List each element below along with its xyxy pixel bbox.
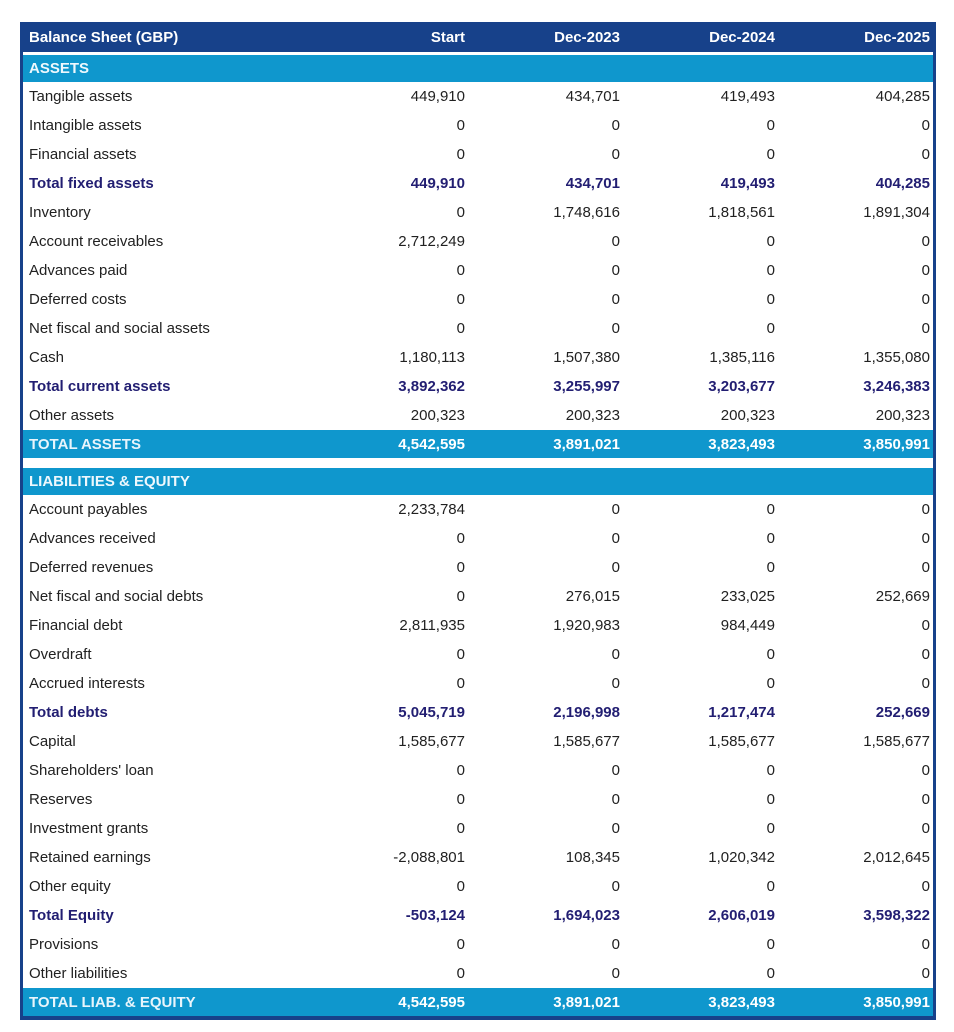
cell-dec-2023: 1,585,677 <box>553 733 620 750</box>
cell-dec-2023: 0 <box>611 675 620 692</box>
cell-dec-2025: 0 <box>921 233 930 250</box>
row-label: Reserves <box>29 791 93 808</box>
cell-dec-2024: 233,025 <box>720 588 775 605</box>
cell-dec-2024: 0 <box>766 501 775 518</box>
cell-dec-2025: 0 <box>921 965 930 982</box>
row-label: Advances paid <box>29 262 128 279</box>
cell-start: 0 <box>456 530 465 547</box>
cell-dec-2023: 0 <box>611 530 620 547</box>
table-row <box>23 640 933 669</box>
table-row <box>23 343 933 372</box>
table-row <box>23 524 933 553</box>
cell-dec-2024: 1,385,116 <box>709 349 775 366</box>
table-section <box>23 55 933 458</box>
table-row <box>23 611 933 640</box>
cell-start: -503,124 <box>405 907 465 924</box>
cell-dec-2023: 1,694,023 <box>553 907 620 924</box>
cell-dec-2023: 0 <box>611 820 620 837</box>
total-cell-dec-2024: 3,823,493 <box>708 993 775 1011</box>
balance-sheet-table <box>20 22 936 1020</box>
row-label: Net fiscal and social assets <box>29 320 210 337</box>
cell-dec-2023: 434,701 <box>565 88 620 105</box>
row-label: Other assets <box>29 407 115 424</box>
cell-dec-2024: 419,493 <box>720 88 775 105</box>
cell-dec-2023: 276,015 <box>565 588 620 605</box>
cell-dec-2024: 2,606,019 <box>708 907 775 924</box>
row-label: Cash <box>29 349 65 366</box>
row-label: Retained earnings <box>29 849 151 866</box>
table-row <box>23 872 933 901</box>
cell-dec-2024: 0 <box>766 791 775 808</box>
table-row <box>23 582 933 611</box>
row-label: Net fiscal and social debts <box>29 588 204 605</box>
cell-dec-2023: 0 <box>611 320 620 337</box>
cell-dec-2023: 108,345 <box>565 849 620 866</box>
cell-dec-2025: 0 <box>921 878 930 895</box>
cell-dec-2025: 0 <box>921 675 930 692</box>
cell-dec-2025: 2,012,645 <box>863 849 930 866</box>
section-header-bar <box>23 468 933 495</box>
cell-dec-2024: 419,493 <box>720 175 775 192</box>
cell-dec-2024: 1,020,342 <box>708 849 775 866</box>
cell-dec-2024: 1,217,474 <box>708 704 775 721</box>
cell-dec-2023: 0 <box>611 878 620 895</box>
row-label: Total current assets <box>29 378 171 395</box>
cell-start: -2,088,801 <box>393 849 465 866</box>
cell-start: 449,910 <box>410 88 465 105</box>
table-row <box>23 843 933 872</box>
cell-dec-2023: 0 <box>611 501 620 518</box>
cell-dec-2024: 0 <box>766 878 775 895</box>
table-row <box>23 372 933 401</box>
total-row-label: TOTAL LIAB. & EQUITY <box>29 993 196 1011</box>
cell-start: 0 <box>456 762 465 779</box>
section-total-row <box>23 430 933 458</box>
cell-dec-2025: 0 <box>921 559 930 576</box>
cell-start: 0 <box>456 559 465 576</box>
cell-dec-2025: 404,285 <box>875 88 930 105</box>
row-label: Total Equity <box>29 907 114 924</box>
cell-start: 449,910 <box>410 175 465 192</box>
cell-start: 2,712,249 <box>398 233 465 250</box>
section-header-label: ASSETS <box>29 60 90 77</box>
cell-dec-2025: 0 <box>921 791 930 808</box>
cell-dec-2025: 0 <box>921 936 930 953</box>
cell-dec-2023: 0 <box>611 762 620 779</box>
row-label: Account receivables <box>29 233 164 250</box>
cell-dec-2023: 0 <box>611 146 620 163</box>
table-row <box>23 401 933 430</box>
section-rows <box>23 82 933 430</box>
cell-dec-2024: 984,449 <box>720 617 775 634</box>
cell-dec-2025: 3,246,383 <box>863 378 930 395</box>
row-label: Advances received <box>29 530 156 547</box>
row-label: Account payables <box>29 501 148 518</box>
cell-dec-2025: 0 <box>921 501 930 518</box>
row-label: Accrued interests <box>29 675 145 692</box>
row-label: Total fixed assets <box>29 175 154 192</box>
cell-start: 0 <box>456 675 465 692</box>
cell-start: 2,233,784 <box>398 501 465 518</box>
cell-dec-2025: 404,285 <box>875 175 930 192</box>
cell-dec-2024: 0 <box>766 646 775 663</box>
cell-dec-2024: 1,585,677 <box>708 733 775 750</box>
column-header-start: Start <box>430 28 465 46</box>
cell-dec-2025: 0 <box>921 530 930 547</box>
cell-dec-2025: 0 <box>921 291 930 308</box>
cell-dec-2024: 0 <box>766 675 775 692</box>
total-cell-dec-2024: 3,823,493 <box>708 435 775 453</box>
cell-dec-2023: 0 <box>611 936 620 953</box>
cell-start: 0 <box>456 291 465 308</box>
cell-start: 5,045,719 <box>398 704 465 721</box>
cell-start: 0 <box>456 146 465 163</box>
table-row <box>23 959 933 988</box>
table-title: Balance Sheet (GBP) <box>29 28 179 46</box>
cell-dec-2023: 3,255,997 <box>553 378 620 395</box>
row-label: Total debts <box>29 704 108 721</box>
row-label: Inventory <box>29 204 91 221</box>
column-header-dec-2023: Dec-2023 <box>554 28 620 46</box>
cell-start: 1,585,677 <box>398 733 465 750</box>
cell-dec-2024: 200,323 <box>720 407 775 424</box>
table-row <box>23 814 933 843</box>
total-cell-dec-2023: 3,891,021 <box>553 993 620 1011</box>
cell-start: 2,811,935 <box>399 617 465 634</box>
table-row <box>23 111 933 140</box>
cell-dec-2024: 0 <box>766 559 775 576</box>
cell-dec-2023: 0 <box>611 965 620 982</box>
cell-dec-2023: 0 <box>611 791 620 808</box>
cell-start: 0 <box>456 588 465 605</box>
cell-start: 0 <box>456 791 465 808</box>
table-row <box>23 756 933 785</box>
total-cell-dec-2023: 3,891,021 <box>553 435 620 453</box>
cell-dec-2025: 0 <box>921 117 930 134</box>
cell-dec-2024: 0 <box>766 117 775 134</box>
cell-dec-2023: 0 <box>611 262 620 279</box>
cell-dec-2025: 0 <box>921 646 930 663</box>
cell-dec-2025: 0 <box>921 262 930 279</box>
cell-dec-2024: 0 <box>766 936 775 953</box>
cell-dec-2024: 0 <box>766 965 775 982</box>
cell-dec-2024: 0 <box>766 146 775 163</box>
column-header-dec-2024: Dec-2024 <box>709 28 775 46</box>
table-row <box>23 82 933 111</box>
section-header-label: LIABILITIES & EQUITY <box>29 473 190 490</box>
cell-dec-2025: 0 <box>921 820 930 837</box>
cell-start: 0 <box>456 820 465 837</box>
cell-start: 0 <box>456 117 465 134</box>
cell-dec-2024: 0 <box>766 291 775 308</box>
total-row-label: TOTAL ASSETS <box>29 435 141 453</box>
section-total-row <box>23 988 933 1016</box>
cell-dec-2025: 0 <box>921 320 930 337</box>
table-header-row <box>23 22 933 52</box>
row-label: Other liabilities <box>29 965 128 982</box>
cell-start: 200,323 <box>410 407 465 424</box>
cell-dec-2025: 1,891,304 <box>863 204 930 221</box>
row-label: Tangible assets <box>29 88 133 105</box>
total-cell-start: 4,542,595 <box>398 993 465 1011</box>
cell-dec-2024: 1,818,561 <box>708 204 775 221</box>
cell-start: 0 <box>456 320 465 337</box>
row-label: Financial debt <box>29 617 123 634</box>
cell-start: 0 <box>456 936 465 953</box>
cell-dec-2023: 0 <box>611 233 620 250</box>
cell-dec-2023: 0 <box>611 291 620 308</box>
cell-dec-2023: 1,748,616 <box>553 204 620 221</box>
section-rows <box>23 495 933 988</box>
cell-dec-2025: 200,323 <box>875 407 930 424</box>
table-row <box>23 727 933 756</box>
row-label: Investment grants <box>29 820 149 837</box>
row-label: Deferred costs <box>29 291 127 308</box>
table-row <box>23 901 933 930</box>
row-label: Provisions <box>29 936 99 953</box>
table-row <box>23 495 933 524</box>
cell-dec-2025: 252,669 <box>875 704 930 721</box>
table-row <box>23 227 933 256</box>
table-sections <box>23 55 933 1016</box>
total-cell-dec-2025: 3,850,991 <box>863 993 930 1011</box>
cell-dec-2023: 2,196,998 <box>553 704 620 721</box>
table-row <box>23 169 933 198</box>
table-row <box>23 198 933 227</box>
cell-dec-2024: 0 <box>766 233 775 250</box>
cell-dec-2023: 1,920,983 <box>553 617 620 634</box>
row-label: Other equity <box>29 878 111 895</box>
table-row <box>23 698 933 727</box>
cell-start: 0 <box>456 646 465 663</box>
row-label: Financial assets <box>29 146 137 163</box>
table-row <box>23 140 933 169</box>
row-label: Overdraft <box>29 646 92 663</box>
cell-start: 0 <box>456 262 465 279</box>
cell-dec-2025: 1,585,677 <box>863 733 930 750</box>
row-label: Capital <box>29 733 76 750</box>
cell-dec-2024: 0 <box>766 262 775 279</box>
cell-dec-2024: 0 <box>766 762 775 779</box>
cell-dec-2024: 0 <box>766 820 775 837</box>
cell-dec-2025: 1,355,080 <box>863 349 930 366</box>
table-row <box>23 669 933 698</box>
table-section <box>23 468 933 1016</box>
cell-dec-2024: 0 <box>766 530 775 547</box>
cell-dec-2023: 0 <box>611 646 620 663</box>
table-row <box>23 785 933 814</box>
cell-dec-2025: 3,598,322 <box>863 907 930 924</box>
table-row <box>23 553 933 582</box>
cell-dec-2023: 0 <box>611 559 620 576</box>
cell-dec-2023: 0 <box>611 117 620 134</box>
cell-dec-2025: 0 <box>921 762 930 779</box>
cell-dec-2023: 200,323 <box>565 407 620 424</box>
table-row <box>23 314 933 343</box>
cell-start: 0 <box>456 204 465 221</box>
row-label: Shareholders' loan <box>29 762 154 779</box>
table-row <box>23 285 933 314</box>
total-cell-dec-2025: 3,850,991 <box>863 435 930 453</box>
row-label: Intangible assets <box>29 117 142 134</box>
cell-dec-2024: 3,203,677 <box>708 378 775 395</box>
table-row <box>23 256 933 285</box>
cell-start: 0 <box>456 965 465 982</box>
total-cell-start: 4,542,595 <box>398 435 465 453</box>
cell-dec-2025: 0 <box>921 146 930 163</box>
column-header-dec-2025: Dec-2025 <box>864 28 930 46</box>
cell-dec-2023: 434,701 <box>565 175 620 192</box>
cell-start: 3,892,362 <box>398 378 465 395</box>
row-label: Deferred revenues <box>29 559 154 576</box>
cell-start: 1,180,113 <box>399 349 465 366</box>
cell-dec-2024: 0 <box>766 320 775 337</box>
section-header-bar <box>23 55 933 82</box>
cell-dec-2025: 252,669 <box>875 588 930 605</box>
table-row <box>23 930 933 959</box>
cell-dec-2025: 0 <box>921 617 930 634</box>
cell-start: 0 <box>456 878 465 895</box>
cell-dec-2023: 1,507,380 <box>553 349 620 366</box>
